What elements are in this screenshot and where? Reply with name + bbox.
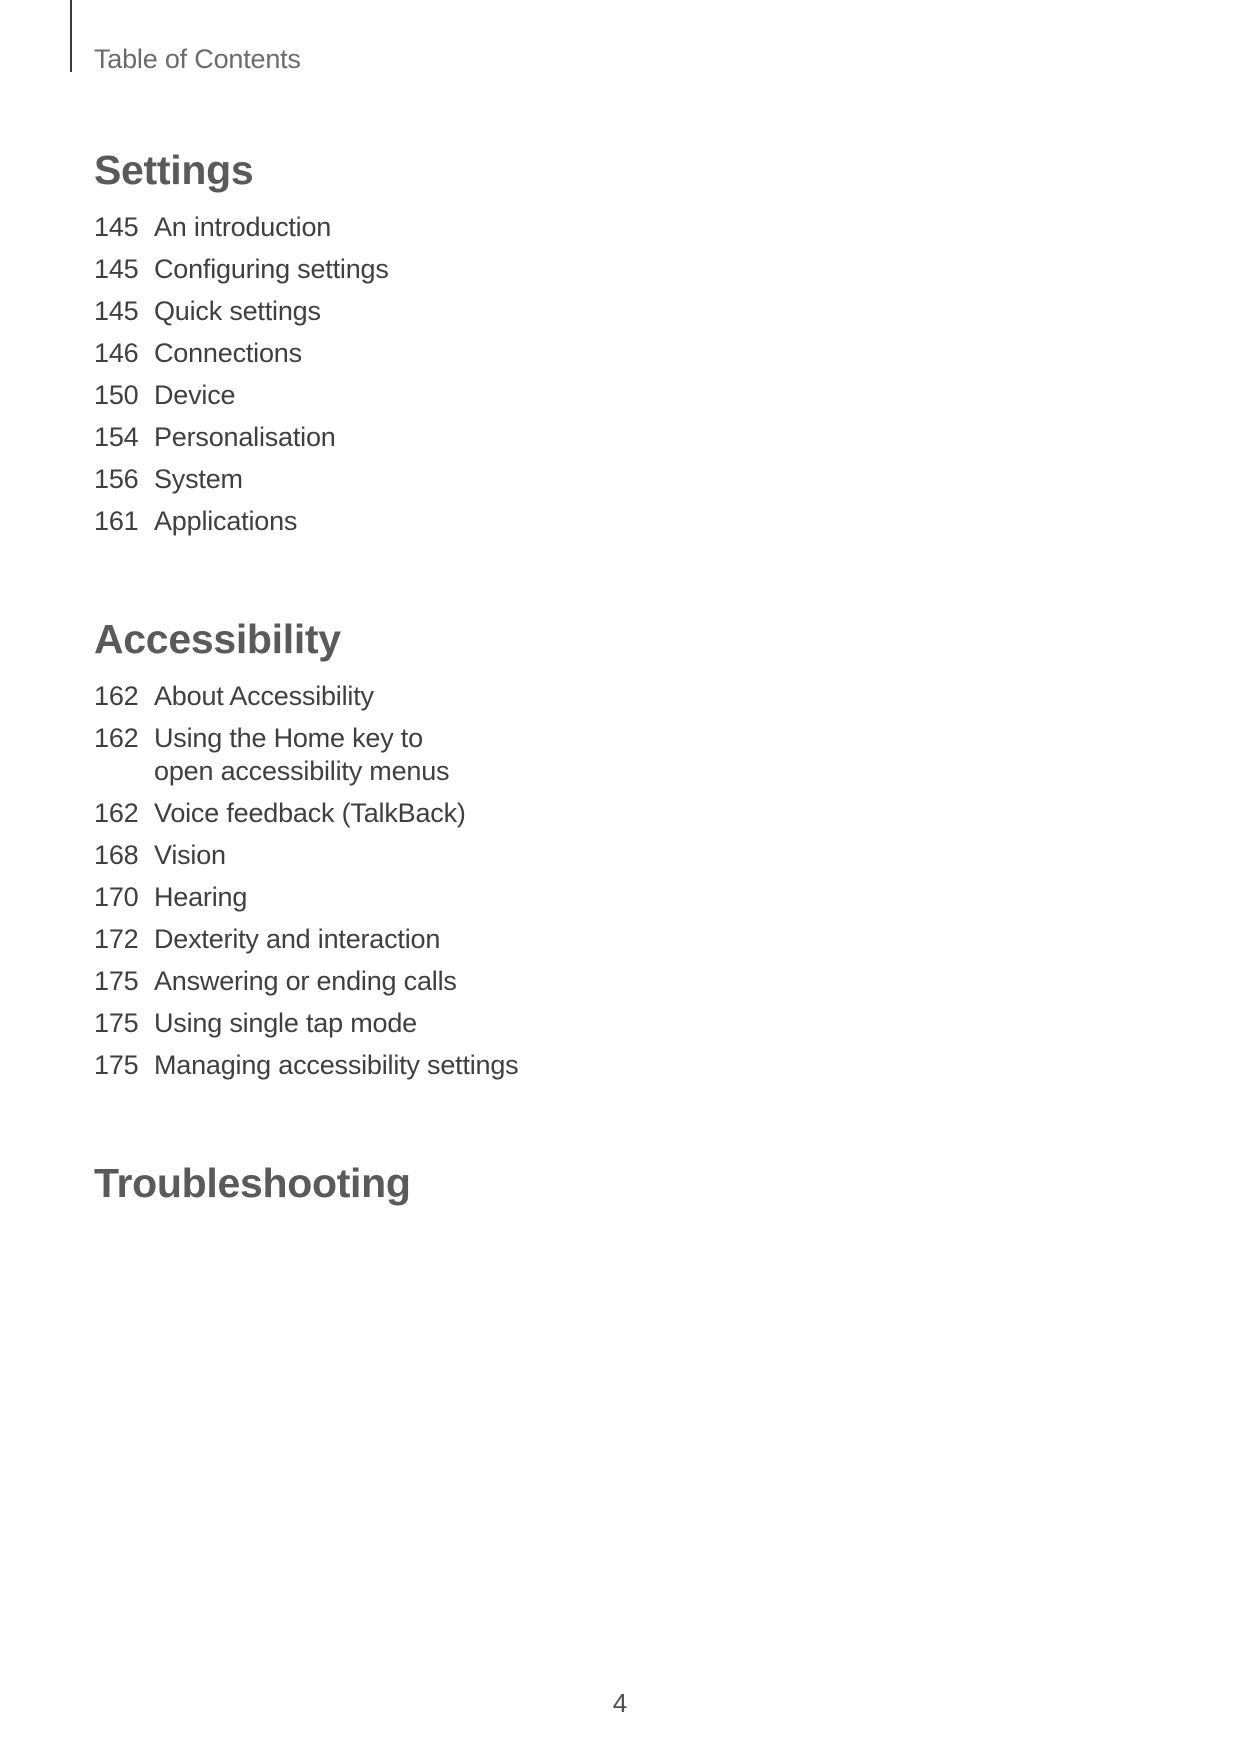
toc-entry-title: Vision [154,840,226,870]
toc-page-number: 162 [94,723,139,753]
toc-entry[interactable] [94,722,794,788]
toc-page-number: 145 [94,296,139,326]
toc-entry-title: Using the Home key to open accessibility menus [154,723,450,786]
toc-page-number: 145 [94,254,139,284]
section-troubleshooting [94,1160,794,1206]
toc-page-number: 156 [94,464,139,494]
toc-entry[interactable] [94,1007,794,1040]
toc-page-number: 150 [94,380,139,410]
toc-entry[interactable] [94,421,794,454]
section-title: Troubleshooting [94,1160,411,1206]
section-title: Accessibility [94,616,341,662]
toc-page-number: 145 [94,212,139,242]
toc-page-number: 175 [94,966,139,996]
toc-entry[interactable] [94,505,794,538]
toc-page-number: 146 [94,338,139,368]
toc-list [94,211,794,538]
toc-entry[interactable] [94,965,794,998]
toc-entry-title: Configuring settings [154,254,389,284]
running-header: Table of Contents [94,44,301,74]
header-divider [70,0,72,72]
toc-entry[interactable] [94,337,794,370]
section-title: Settings [94,147,254,193]
toc-entry-title: Device [154,380,236,410]
toc-entry[interactable] [94,211,794,244]
toc-entry[interactable] [94,881,794,914]
toc-entry-title: An introduction [154,212,332,242]
toc-entry-title: Hearing [154,882,248,912]
section-settings [94,147,794,547]
toc-entry-title: Applications [154,506,298,536]
section-accessibility [94,616,794,1091]
toc-page-number: 162 [94,798,139,828]
toc-entry[interactable] [94,923,794,956]
toc-page-number: 154 [94,422,139,452]
toc-page-number: 161 [94,506,139,536]
toc-entry-title: Personalisation [154,422,336,452]
toc-entry[interactable] [94,379,794,412]
toc-entry[interactable] [94,839,794,872]
toc-entry-title: About Accessibility [154,681,374,711]
toc-entry-title: Answering or ending calls [154,966,457,996]
page-number: 4 [612,1688,628,1718]
toc-entry-title: Quick settings [154,296,321,326]
toc-page-number: 175 [94,1008,139,1038]
toc-entry[interactable] [94,463,794,496]
toc-entry-title: Voice feedback (TalkBack) [154,798,466,828]
toc-entry-title: Managing accessibility settings [154,1050,519,1080]
toc-page-number: 168 [94,840,139,870]
toc-entry[interactable] [94,797,794,830]
toc-page-number: 170 [94,882,139,912]
toc-page-number: 172 [94,924,139,954]
toc-page-number: 162 [94,681,139,711]
toc-entry[interactable] [94,1049,794,1082]
toc-list [94,680,794,1082]
toc-entry[interactable] [94,680,794,713]
toc-entry[interactable] [94,295,794,328]
toc-entry[interactable] [94,253,794,286]
toc-entry-title: System [154,464,243,494]
toc-entry-title: Connections [154,338,302,368]
toc-entry-title: Dexterity and interaction [154,924,441,954]
toc-entry-title: Using single tap mode [154,1008,417,1038]
toc-page-number: 175 [94,1050,139,1080]
